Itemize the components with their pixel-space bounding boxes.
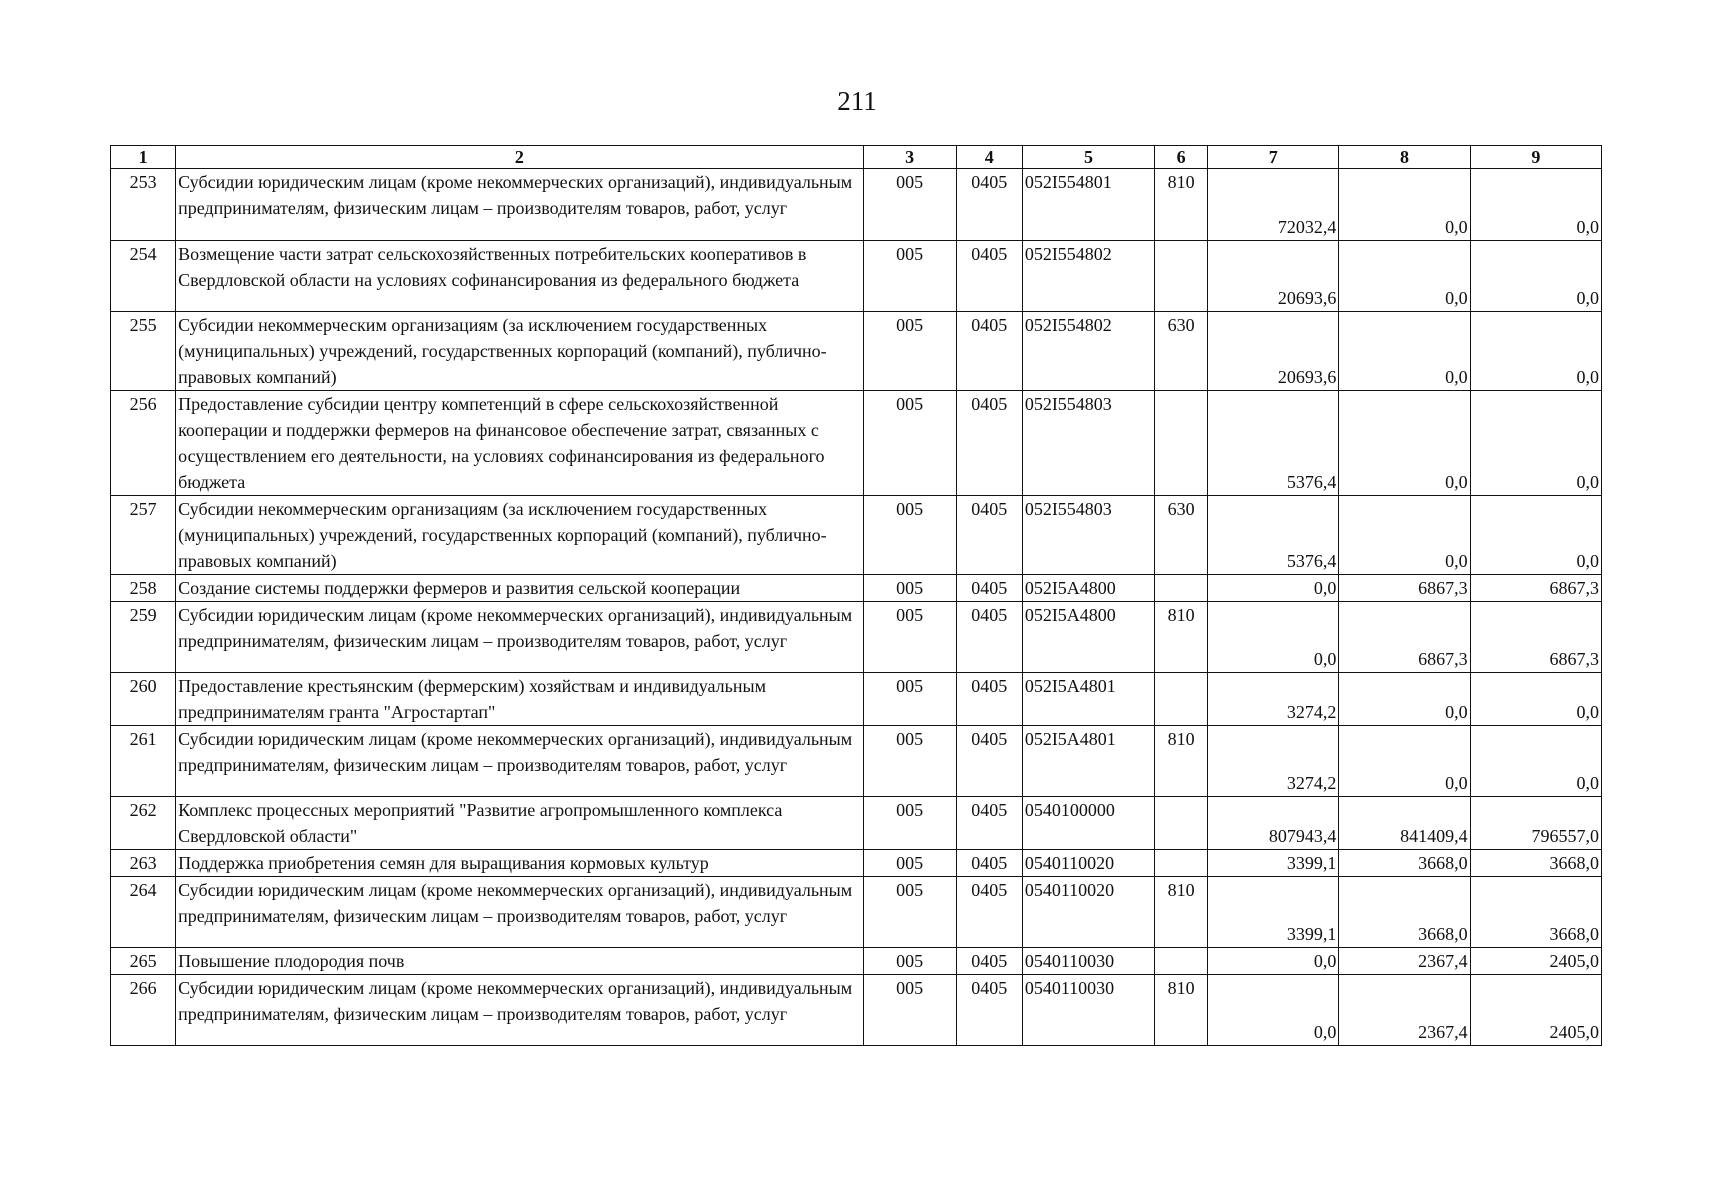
section-code-cell: 0405	[956, 797, 1022, 850]
column-header-1: 1	[111, 146, 176, 169]
amount-col7-cell: 3274,2	[1208, 726, 1339, 797]
column-header-7: 7	[1208, 146, 1339, 169]
row-number-cell: 259	[111, 602, 176, 673]
section-code-cell: 0405	[956, 575, 1022, 602]
table-row	[111, 948, 1602, 975]
amount-col7-cell: 3399,1	[1208, 877, 1339, 948]
item-name-cell: Повышение плодородия почв	[176, 948, 863, 975]
section-code-cell: 0405	[956, 241, 1022, 312]
section-code-cell: 0405	[956, 726, 1022, 797]
target-article-cell: 052I554803	[1022, 496, 1154, 575]
item-name-cell: Субсидии юридическим лицам (кроме некоммерческих организаций), индивидуальным предпринимателям, физическим лицам – производителям товаров, работ, услуг	[176, 169, 863, 241]
amount-col8-cell: 6867,3	[1339, 575, 1470, 602]
expense-type-cell	[1155, 948, 1208, 975]
item-name-cell: Субсидии некоммерческим организациям (за исключением государственных (муниципальных) учреждений, государственных корпораций (компаний), публично-правовых компаний)	[176, 496, 863, 575]
target-article-cell: 052I5A4801	[1022, 726, 1154, 797]
amount-col8-cell: 0,0	[1339, 673, 1470, 726]
table-body	[111, 169, 1602, 1046]
amount-col9-cell: 6867,3	[1470, 602, 1601, 673]
amount-col8-cell: 2367,4	[1339, 948, 1470, 975]
target-article-cell: 0540110030	[1022, 948, 1154, 975]
expense-type-cell: 810	[1155, 726, 1208, 797]
table-row	[111, 850, 1602, 877]
expense-type-cell	[1155, 797, 1208, 850]
table-header	[111, 146, 1602, 169]
amount-col9-cell: 0,0	[1470, 726, 1601, 797]
amount-col8-cell: 0,0	[1339, 496, 1470, 575]
amount-col9-cell: 0,0	[1470, 496, 1601, 575]
item-name-cell: Субсидии юридическим лицам (кроме некоммерческих организаций), индивидуальным предпринимателям, физическим лицам – производителям товаров, работ, услуг	[176, 975, 863, 1046]
amount-col7-cell: 0,0	[1208, 602, 1339, 673]
amount-col7-cell: 72032,4	[1208, 169, 1339, 241]
row-number-cell: 265	[111, 948, 176, 975]
row-number-cell: 253	[111, 169, 176, 241]
item-name-cell: Комплекс процессных мероприятий "Развитие агропромышленного комплекса Свердловской области"	[176, 797, 863, 850]
row-number-cell: 260	[111, 673, 176, 726]
section-code-cell: 0405	[956, 312, 1022, 391]
table-row	[111, 169, 1602, 241]
target-article-cell: 052I5A4801	[1022, 673, 1154, 726]
item-name-cell: Субсидии юридическим лицам (кроме некоммерческих организаций), индивидуальным предпринимателям, физическим лицам – производителям товаров, работ, услуг	[176, 877, 863, 948]
table-row	[111, 575, 1602, 602]
column-header-6: 6	[1155, 146, 1208, 169]
row-number-cell: 263	[111, 850, 176, 877]
table-row	[111, 877, 1602, 948]
column-header-9: 9	[1470, 146, 1601, 169]
expense-type-cell	[1155, 241, 1208, 312]
table-row	[111, 975, 1602, 1046]
target-article-cell: 052I554803	[1022, 391, 1154, 496]
ministry-code-cell: 005	[863, 948, 956, 975]
amount-col9-cell: 0,0	[1470, 312, 1601, 391]
amount-col9-cell: 0,0	[1470, 391, 1601, 496]
amount-col9-cell: 796557,0	[1470, 797, 1601, 850]
ministry-code-cell: 005	[863, 496, 956, 575]
column-header-4: 4	[956, 146, 1022, 169]
column-header-2: 2	[176, 146, 863, 169]
amount-col9-cell: 0,0	[1470, 673, 1601, 726]
row-number-cell: 262	[111, 797, 176, 850]
ministry-code-cell: 005	[863, 726, 956, 797]
section-code-cell: 0405	[956, 948, 1022, 975]
target-article-cell: 0540110030	[1022, 975, 1154, 1046]
ministry-code-cell: 005	[863, 975, 956, 1046]
amount-col8-cell: 0,0	[1339, 391, 1470, 496]
table-row	[111, 673, 1602, 726]
amount-col7-cell: 20693,6	[1208, 312, 1339, 391]
ministry-code-cell: 005	[863, 673, 956, 726]
expense-type-cell: 810	[1155, 975, 1208, 1046]
amount-col9-cell: 6867,3	[1470, 575, 1601, 602]
item-name-cell: Субсидии некоммерческим организациям (за исключением государственных (муниципальных) учреждений, государственных корпораций (компаний), публично-правовых компаний)	[176, 312, 863, 391]
amount-col9-cell: 2405,0	[1470, 948, 1601, 975]
amount-col8-cell: 2367,4	[1339, 975, 1470, 1046]
row-number-cell: 257	[111, 496, 176, 575]
item-name-cell: Субсидии юридическим лицам (кроме некоммерческих организаций), индивидуальным предпринимателям, физическим лицам – производителям товаров, работ, услуг	[176, 726, 863, 797]
table-row	[111, 726, 1602, 797]
item-name-cell: Создание системы поддержки фермеров и развития сельской кооперации	[176, 575, 863, 602]
table-row	[111, 797, 1602, 850]
ministry-code-cell: 005	[863, 602, 956, 673]
amount-col8-cell: 841409,4	[1339, 797, 1470, 850]
amount-col8-cell: 3668,0	[1339, 850, 1470, 877]
expense-type-cell: 810	[1155, 169, 1208, 241]
amount-col7-cell: 0,0	[1208, 948, 1339, 975]
target-article-cell: 052I554802	[1022, 241, 1154, 312]
column-header-3: 3	[863, 146, 956, 169]
page-number: 211	[837, 86, 877, 116]
amount-col7-cell: 0,0	[1208, 575, 1339, 602]
item-name-cell: Поддержка приобретения семян для выращивания кормовых культур	[176, 850, 863, 877]
amount-col7-cell: 0,0	[1208, 975, 1339, 1046]
target-article-cell: 052I5A4800	[1022, 575, 1154, 602]
row-number-cell: 254	[111, 241, 176, 312]
amount-col8-cell: 0,0	[1339, 169, 1470, 241]
amount-col9-cell: 2405,0	[1470, 975, 1601, 1046]
target-article-cell: 052I554801	[1022, 169, 1154, 241]
amount-col9-cell: 0,0	[1470, 169, 1601, 241]
expense-type-cell: 630	[1155, 496, 1208, 575]
row-number-cell: 264	[111, 877, 176, 948]
amount-col8-cell: 0,0	[1339, 726, 1470, 797]
ministry-code-cell: 005	[863, 877, 956, 948]
item-name-cell: Возмещение части затрат сельскохозяйственных потребительских кооперативов в Свердловской области на условиях софинансирования из федерального бюджета	[176, 241, 863, 312]
target-article-cell: 052I5A4800	[1022, 602, 1154, 673]
expense-type-cell	[1155, 850, 1208, 877]
ministry-code-cell: 005	[863, 850, 956, 877]
target-article-cell: 0540110020	[1022, 850, 1154, 877]
expense-type-cell	[1155, 673, 1208, 726]
table-row	[111, 391, 1602, 496]
expense-type-cell: 630	[1155, 312, 1208, 391]
target-article-cell: 052I554802	[1022, 312, 1154, 391]
section-code-cell: 0405	[956, 850, 1022, 877]
expense-type-cell: 810	[1155, 877, 1208, 948]
ministry-code-cell: 005	[863, 241, 956, 312]
item-name-cell: Субсидии юридическим лицам (кроме некоммерческих организаций), индивидуальным предпринимателям, физическим лицам – производителям товаров, работ, услуг	[176, 602, 863, 673]
table-row	[111, 312, 1602, 391]
column-header-5: 5	[1022, 146, 1154, 169]
ministry-code-cell: 005	[863, 169, 956, 241]
amount-col8-cell: 0,0	[1339, 312, 1470, 391]
amount-col7-cell: 3274,2	[1208, 673, 1339, 726]
amount-col7-cell: 20693,6	[1208, 241, 1339, 312]
section-code-cell: 0405	[956, 496, 1022, 575]
section-code-cell: 0405	[956, 975, 1022, 1046]
amount-col7-cell: 5376,4	[1208, 496, 1339, 575]
section-code-cell: 0405	[956, 602, 1022, 673]
expense-type-cell: 810	[1155, 602, 1208, 673]
item-name-cell: Предоставление субсидии центру компетенций в сфере сельскохозяйственной кооперации и поддержки фермеров на финансовое обеспечение затрат, связанных с осуществлением его деятельности, на условиях софинансирования из федерального бюджета	[176, 391, 863, 496]
row-number-cell: 256	[111, 391, 176, 496]
ministry-code-cell: 005	[863, 391, 956, 496]
amount-col7-cell: 807943,4	[1208, 797, 1339, 850]
target-article-cell: 0540100000	[1022, 797, 1154, 850]
amount-col8-cell: 0,0	[1339, 241, 1470, 312]
amount-col8-cell: 3668,0	[1339, 877, 1470, 948]
item-name-cell: Предоставление крестьянским (фермерским) хозяйствам и индивидуальным предпринимателям гранта "Агростартап"	[176, 673, 863, 726]
amount-col9-cell: 3668,0	[1470, 850, 1601, 877]
target-article-cell: 0540110020	[1022, 877, 1154, 948]
expense-type-cell	[1155, 575, 1208, 602]
section-code-cell: 0405	[956, 673, 1022, 726]
section-code-cell: 0405	[956, 169, 1022, 241]
budget-table	[110, 145, 1602, 1046]
header-row	[111, 146, 1602, 169]
column-header-8: 8	[1339, 146, 1470, 169]
table-row	[111, 496, 1602, 575]
ministry-code-cell: 005	[863, 797, 956, 850]
table-row	[111, 602, 1602, 673]
row-number-cell: 266	[111, 975, 176, 1046]
table-row	[111, 241, 1602, 312]
row-number-cell: 258	[111, 575, 176, 602]
amount-col9-cell: 0,0	[1470, 241, 1601, 312]
row-number-cell: 261	[111, 726, 176, 797]
ministry-code-cell: 005	[863, 575, 956, 602]
section-code-cell: 0405	[956, 877, 1022, 948]
amount-col9-cell: 3668,0	[1470, 877, 1601, 948]
row-number-cell: 255	[111, 312, 176, 391]
expense-type-cell	[1155, 391, 1208, 496]
amount-col7-cell: 5376,4	[1208, 391, 1339, 496]
amount-col8-cell: 6867,3	[1339, 602, 1470, 673]
amount-col7-cell: 3399,1	[1208, 850, 1339, 877]
section-code-cell: 0405	[956, 391, 1022, 496]
ministry-code-cell: 005	[863, 312, 956, 391]
